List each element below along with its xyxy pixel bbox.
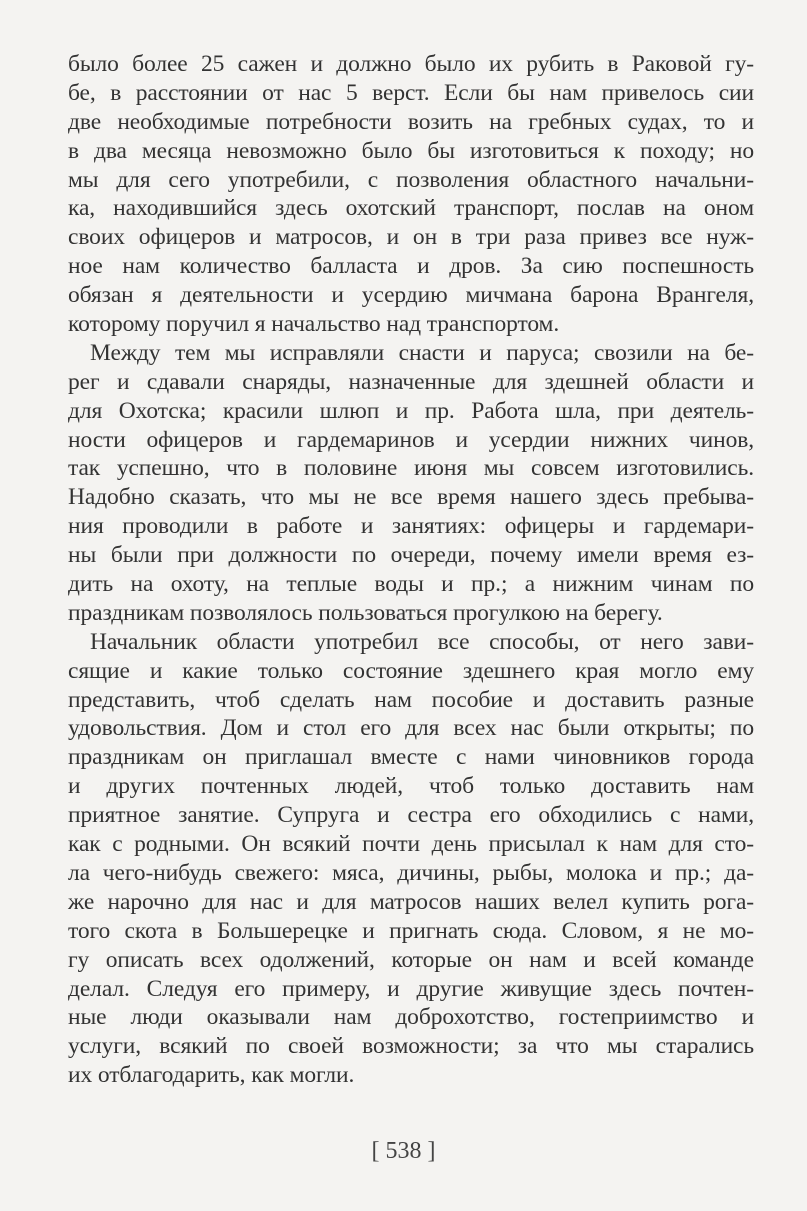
- text-line: ное нам количество балласта и дров. За сию поспешность: [68, 253, 754, 280]
- text-line: так успешно, что в половине июня мы совсем изготовились.: [68, 455, 754, 482]
- text-line: ны были при должности по очереди, почему имели время ез-: [68, 542, 754, 569]
- text-line: Между тем мы исправляли снасти и паруса; свозили на бе-: [90, 339, 754, 366]
- text-line: праздникам он приглашал вместе с нами чиновников города: [68, 744, 754, 771]
- text-line: ные люди оказывали нам доброхотство, гостеприимство и: [68, 1004, 754, 1031]
- text-line: которому поручил я начальство над транспортом.: [68, 311, 560, 338]
- page-number: [ 538 ]: [371, 1138, 436, 1164]
- text-line: представить, чтоб сделать нам пособие и доставить разные: [68, 686, 754, 713]
- text-line: рег и сдавали снаряды, назначенные для здешней области и: [68, 368, 754, 395]
- paragraph: [68, 50, 754, 339]
- text-line: услуги, всякий по своей возможности; за что мы старались: [68, 1033, 754, 1060]
- text-line: делал. Следуя его примеру, и другие живущие здесь почтен-: [68, 975, 754, 1002]
- text-line: дить на охоту, на теплые воды и пр.; а нижним чинам по: [68, 571, 754, 598]
- text-line: и других почтенных людей, чтоб только доставить нам: [68, 773, 754, 800]
- text-line: приятное занятие. Супруга и сестра его обходились с нами,: [68, 802, 754, 829]
- text-line: было более 25 сажен и должно было их рубить в Раковой гу-: [68, 51, 754, 77]
- text-line: для Охотска; красили шлюп и пр. Работа шла, при деятель-: [68, 397, 754, 424]
- text-line: ка, находившийся здесь охотский транспорт, послав на оном: [68, 195, 754, 222]
- text-line: бе, в расстоянии от нас 5 верст. Если бы нам привелось сии: [68, 79, 754, 106]
- text-line: гу описать всех одолжений, которые он нам и всей команде: [68, 946, 754, 973]
- text-line: в два месяца невозможно было бы изготовиться к походу; но: [68, 137, 754, 164]
- text-line: мы для сего употребили, с позволения областного начальни-: [68, 166, 754, 193]
- text-line: Надобно сказать, что мы не все время нашего здесь пребыва-: [68, 484, 754, 511]
- text-line: ния проводили в работе и занятиях: офицеры и гардемари-: [68, 513, 754, 540]
- text-line: ла чего-нибудь свежего: мяса, дичины, рыбы, молока и пр.; да-: [68, 859, 754, 886]
- page-body-text: [68, 50, 754, 1090]
- text-line: как с родными. Он всякий почти день присылал к нам для сто-: [68, 831, 754, 858]
- text-line: удовольствия. Дом и стол его для всех нас были открыты; по: [68, 715, 754, 742]
- paragraph: [68, 339, 754, 628]
- text-line: праздникам позволялось пользоваться прогулкою на берегу.: [68, 599, 663, 626]
- text-line: того скота в Большерецке и пригнать сюда. Словом, я не мо-: [68, 917, 754, 944]
- text-line: их отблагодарить, как могли.: [68, 1062, 355, 1089]
- text-line: же нарочно для нас и для матросов наших велел купить рога-: [68, 888, 754, 915]
- text-line: обязан я деятельности и усердию мичмана барона Врангеля,: [68, 282, 754, 309]
- text-line: ности офицеров и гардемаринов и усердии нижних чинов,: [68, 426, 754, 453]
- paragraph: [68, 628, 754, 1090]
- text-line: Начальник области употребил все способы, от него зави-: [90, 628, 754, 655]
- text-line: две необходимые потребности возить на гребных судах, то и: [68, 108, 754, 135]
- text-line: сящие и какие только состояние здешнего края могло ему: [68, 657, 754, 684]
- text-line: своих офицеров и матросов, и он в три раза привез все нуж-: [68, 224, 754, 251]
